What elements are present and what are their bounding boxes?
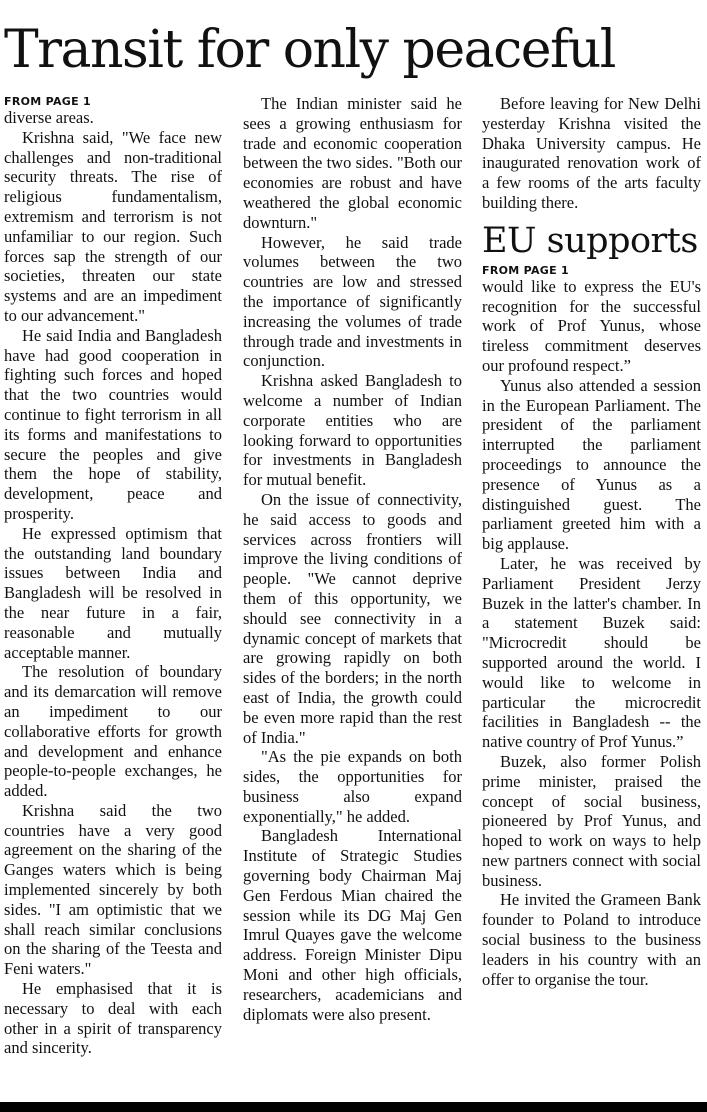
article-paragraph: He expressed optimism that the outstanding land boundary issues between India and Bangladesh will be resolved in the near future in a fair, reasonable and mutually acceptable manner. xyxy=(4,523,222,662)
article-paragraph: Krishna said the two countries have a very good agreement on the sharing of the Ganges waters which is being implemented sincerely by both sides. "I am optimistic that we shall reach similar conclusions on the sharing of the Teesta and Feni waters." xyxy=(4,800,222,979)
column-2 xyxy=(243,94,462,1024)
article-paragraph: "As the pie expands on both sides, the opportunities for business also expand exponentially," he added. xyxy=(243,747,462,826)
article-paragraph: would like to express the EU's recognition for the successful work of Prof Yunus, whose tireless commitment deserves our profound respect.” xyxy=(482,276,701,375)
from-page-label: FROM PAGE 1 xyxy=(482,263,570,277)
bottom-rule xyxy=(0,1102,707,1112)
headline: Transit for only peaceful xyxy=(4,20,615,80)
article-paragraph: Before leaving for New Delhi yesterday Krishna visited the Dhaka University campus. He inaugurated renovation work of a few rooms of the arts faculty building there. xyxy=(482,94,701,212)
article-paragraph: Krishna said, "We face new challenges and non-traditional security threats. The rise of religious fundamentalism, extremism and terrorism is not unfamiliar to our region. Such forces sap the strength of our societies, threaten our state systems and are an impediment to our advancement." xyxy=(4,127,222,325)
article-paragraph: He said India and Bangladesh have had good cooperation in fighting such forces and hoped that the two countries would continue to fight terrorism in all its forms and manifestations to secure the peoples and give them the hope of stability, development, peace and prosperity. xyxy=(4,325,222,523)
article-paragraph: He emphasised that it is necessary to deal with each other in a spirit of transparency and sincerity. xyxy=(4,979,222,1058)
column-3 xyxy=(482,94,701,989)
article-paragraph: On the issue of connectivity, he said access to goods and services across frontiers will improve the living conditions of people. "We cannot deprive them of this opportunity, we should see connectivity in a dynamic concept of markets that are growing rapidly on both sides of the borders; in the north east of India, the growth could be even more rapid than the rest of India." xyxy=(243,489,462,747)
article-paragraph: However, he said trade volumes between the two countries are low and stressed the importance of significantly increasing the volumes of trade through trade and investments in conjunction. xyxy=(243,232,462,371)
eu-supports-headline: EU supports xyxy=(482,220,698,261)
article-paragraph: diverse areas. xyxy=(4,108,94,127)
article-paragraph: Later, he was received by Parliament President Jerzy Buzek in the latter's chamber. In a statement Buzek said: "Microcredit should be supported around the world. I would like to welcome in particular the microcredit facilities in Bangladesh -- the native country of Prof Yunus.” xyxy=(482,553,701,752)
article-paragraph: The Indian minister said he sees a growing enthusiasm for trade and economic cooperation between the two sides. "Both our economies are robust and have weathered the global economic downturn." xyxy=(243,94,462,232)
article-paragraph: Bangladesh International Institute of Strategic Studies governing body Chairman Maj Gen Ferdous Mian chaired the session while its DG Maj Gen Imrul Quayes gave the welcome address. Foreign Minister Dipu Moni and other high officials, researchers, academicians and diplomats were also present. xyxy=(243,826,462,1024)
from-page-label: FROM PAGE 1 xyxy=(4,95,92,108)
article-paragraph: Buzek, also former Polish prime minister, praised the concept of social business, pioneered by Prof Yunus, and hoped to work on ways to help new partners connect with social business. xyxy=(482,751,701,890)
article-paragraph: He invited the Grameen Bank founder to Poland to introduce social business to the business leaders in his country with an offer to organise the tour. xyxy=(482,890,701,989)
article-paragraph: Yunus also attended a session in the European Parliament. The president of the parliament interrupted the parliament proceedings to announce the presence of Yunus as a distinguished guest. The parliament greeted him with a big applause. xyxy=(482,375,701,554)
article-paragraph: The resolution of boundary and its demarcation will remove an impediment to our collaborative efforts for growth and development and enhance people-to-people exchanges, he added. xyxy=(4,662,222,801)
column-1 xyxy=(4,94,222,1058)
article-paragraph: Krishna asked Bangladesh to welcome a number of Indian corporate entities who are looking forward to opportunities for investments in Bangladesh for mutual benefit. xyxy=(243,371,462,490)
